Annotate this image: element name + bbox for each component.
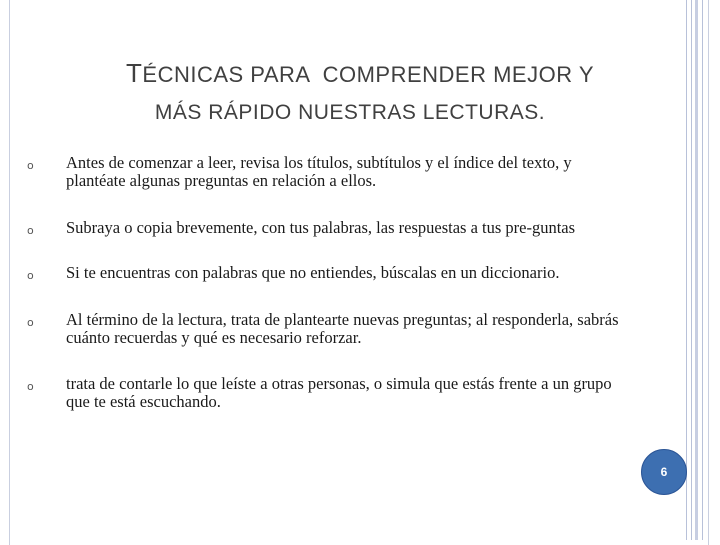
slide-title-line-1 [0, 58, 720, 89]
slide-title-line-2: MÁS RÁPIDO NUESTRAS LECTURAS. [154, 101, 546, 124]
bullet-text: Antes de comenzar a leer, revisa los títulos, subtítulos y el índice del texto, y plantéate algunas preguntas en relación a ellos. [66, 153, 572, 190]
bullet-marker: o [27, 224, 34, 237]
bullet-marker: o [27, 380, 34, 393]
title-rest: ÉCNICAS PARA COMPRENDER MEJOR Y [142, 62, 594, 87]
page-number-badge: 6 [641, 449, 687, 495]
bullet-text: Si te encuentras con palabras que no entiendes, búscalas en un diccionario. [66, 263, 560, 282]
bullet-text: Subraya o copia brevemente, con tus palabras, las respuestas a tus pre-guntas [66, 218, 576, 237]
title-initial: T [126, 58, 143, 88]
bullet-marker: o [27, 316, 34, 329]
bullet-marker: o [27, 159, 34, 172]
bullet-marker: o [27, 269, 34, 282]
bullet-text: trata de contarle lo que leíste a otras personas, o simula que estás frente a un grupo que te está escuchando. [66, 374, 612, 411]
bullet-text: Al término de la lectura, trata de plantearte nuevas preguntas; al responderla, sabrás cuánto recuerdas y qué es necesario reforzar. [66, 310, 619, 347]
